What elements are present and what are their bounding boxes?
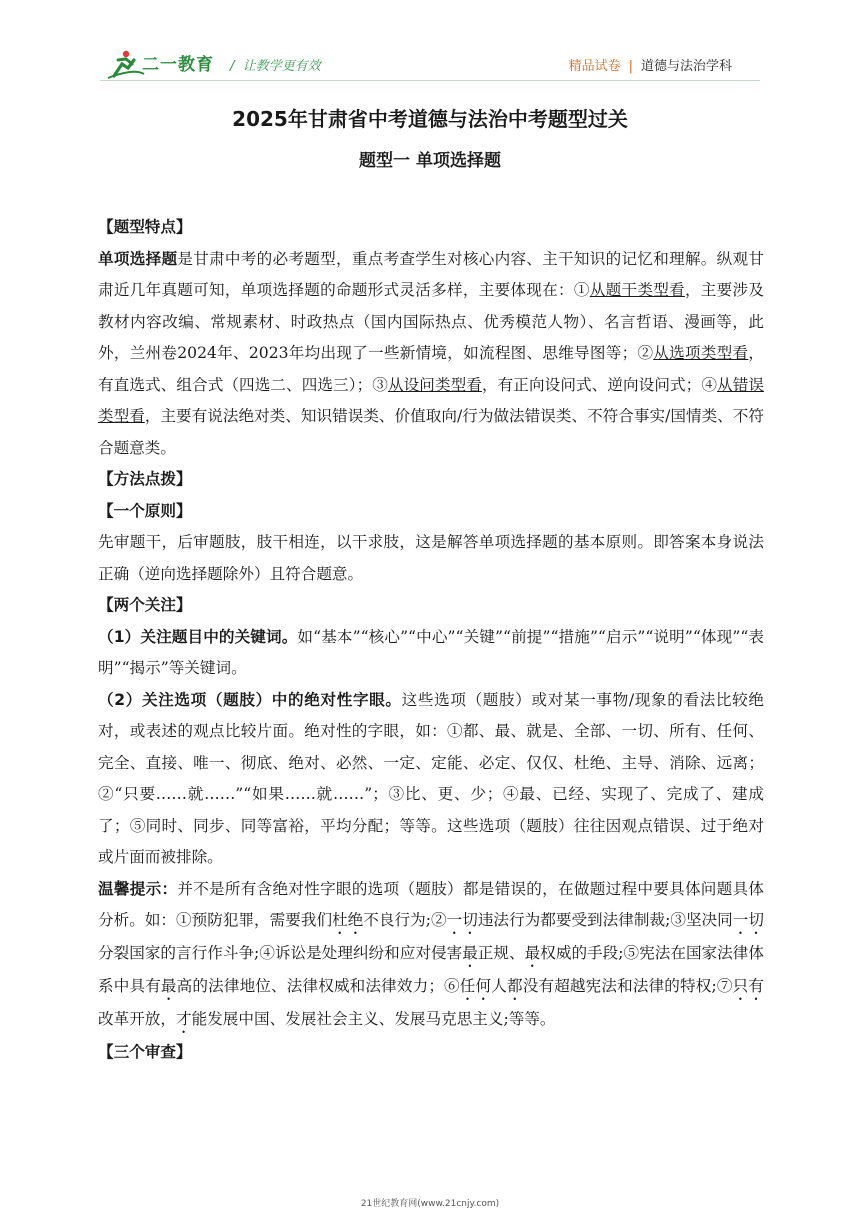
emphasis-word: 一切 — [732, 911, 764, 929]
section-heading-principle: 【一个原则】 — [98, 501, 192, 520]
document-body — [98, 212, 764, 1069]
emphasis-word: 都 — [507, 977, 523, 995]
focus-1-paragraph: （1）关注题目中的关键词。如“基本”“核心”“中心”“关键”“前提”“措施”“启示”“说明”“体现”“表明”“揭示”等关键词。 — [98, 627, 764, 677]
page-header — [0, 0, 860, 92]
section-heading-three-review: 【三个审查】 — [98, 1043, 192, 1061]
tip-label: 温馨提示： — [98, 879, 178, 898]
header-slogan: / 让教学更有效 — [230, 59, 321, 74]
section-heading-two-focus: 【两个关注】 — [98, 596, 192, 614]
features-term: 单项选择题 — [98, 249, 178, 268]
emphasis-word: 只有 — [732, 977, 764, 995]
underline-option-type: 从选项类型看 — [653, 344, 749, 362]
page-footer: 21世纪教育网(www.21cnjy.com) — [360, 1199, 500, 1209]
section-heading-features: 【题型特点】 — [98, 218, 192, 236]
emphasis-word: 一切 — [446, 911, 478, 929]
header-right — [569, 55, 732, 74]
focus-1-lead: （1）关注题目中的关键词。 — [98, 627, 298, 646]
header-divider — [100, 80, 760, 81]
underline-question-type: 从设问类型看 — [387, 375, 482, 394]
emphasis-word: 最 — [160, 977, 177, 995]
focus-2-lead: （2）关注选项（题肢）中的绝对性字眼。 — [98, 690, 402, 709]
underline-stem-type: 从题干类型看 — [589, 281, 685, 299]
focus-2-paragraph: （2）关注选项（题肢）中的绝对性字眼。这些选项（题肢）或对某一事物/现象的看法比较绝对，或表述的观点比较片面。绝对性的字眼，如：①都、最、就是、全部、一切、所有、任何、完全、直接、唯一、彻底、绝对、必然、一定、定能、必定、仅仅、杜绝、主导、消除、远离；②“只要……就……”“如果……就……”；③比、更、少；④最、已经、实现了、完成了、建成了；⑤同时、同步、同等富裕，平均分配；等等。这些选项（题肢）往往因观点错误、过于绝对或片面而被排除。 — [98, 690, 764, 866]
underline-error-type: 从错误类型看 — [98, 375, 764, 425]
emphasis-word: 任何 — [459, 977, 492, 995]
page-title: 2025年甘肃省中考道德与法治中考题型过关 — [232, 107, 628, 131]
emphasis-word: 才 — [175, 1010, 192, 1028]
header-subject: 道德与法治学科 — [640, 59, 732, 74]
section-heading-method: 【方法点拨】 — [98, 470, 192, 488]
header-tag: 精品试卷 — [568, 59, 621, 74]
page-subtitle: 题型一 单项选择题 — [359, 151, 501, 171]
principle-paragraph: 先审题干，后审题肢，肢干相连，以干求肢，这是解答单项选择题的基本原则。即答案本身说法正确（逆向选择题除外）且符合题意。 — [98, 533, 764, 583]
emphasis-word: 杜绝 — [332, 911, 364, 929]
features-paragraph: 单项选择题是甘肃中考的必考题型，重点考查学生对核心内容、主干知识的记忆和理解。纵观甘肃近几年真题可知，单项选择题的命题形式灵活多样，主要体现在：①从题干类型看，主要涉及教材内容改编、常规素材、时政热点（国内国际热点、优秀模范人物）、名言哲语、漫画等，此外，兰州卷2024年、2023年均出现了一些新情境，如流程图、思维导图等；②从选项类型看，有直选式、组合式（四选二、四选三）；③从设问类型看，有正向设问式、逆向设问式；④从错误类型看，主要有说法绝对类、知识错误类、价值取向/行为做法错误类、不符合事实/国情类、不符合题意类。 — [98, 249, 764, 457]
header-separator: | — [628, 59, 633, 74]
tip-paragraph: 温馨提示：并不是所有含绝对性字眼的选项（题肢）都是错误的，在做题过程中要具体问题具体分析。如：①预防犯罪，需要我们杜绝不良行为;②一切违法行为都要受到法律制裁;③坚决同一切分裂国家的言行作斗争;④诉讼是处理纠纷和应对侵害最正规、最权威的手段;⑤宪法在国家法律体系中具有最高的法律地位、法律权威和法律效力；⑥任何人都没有超越宪法和法律的特权;⑦只有改革开放，才能发展中国、发展社会主义、发展马克思主义;等等。 — [98, 879, 764, 1028]
emphasis-word: 最 — [524, 944, 541, 962]
emphasis-word: 最 — [462, 944, 478, 962]
logo-text: 二一教育 — [142, 55, 214, 75]
